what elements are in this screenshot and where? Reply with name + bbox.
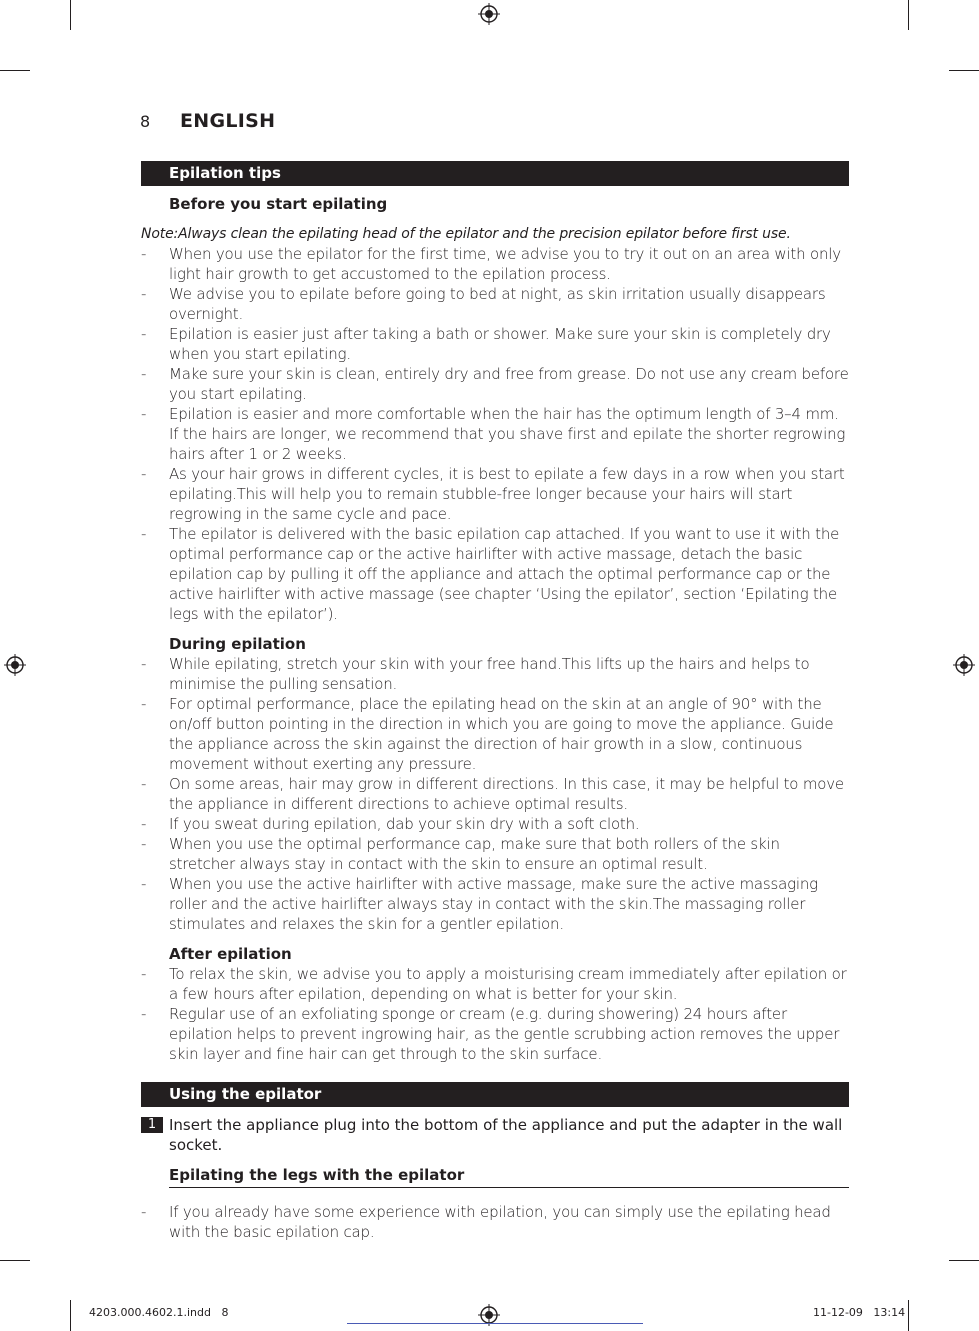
list-item: - When you use the epilator for the first time, we advise you to try it out on an area with only light hair growth to get accustomed to the epilation process. (141, 244, 849, 284)
crop-mark (70, 1300, 71, 1331)
list-item: - Epilation is easier just after taking a bath or shower. Make sure your skin is completely dry when you start epilating. (141, 324, 849, 364)
subheading-before: Before you start epilating (169, 195, 388, 213)
list-item: - To relax the skin, we advise you to apply a moisturising cream immediately after epilation or a few hours after epilation, depending on what is better for your skin. (141, 964, 849, 1004)
note-text: Note:Always clean the epilating head of the epilator and the precision epilator before first use. (141, 226, 791, 242)
list-item: - If you sweat during epilation, dab your skin dry with a soft cloth. (141, 814, 849, 834)
footer-rule (347, 1323, 643, 1324)
list-item: - When you use the optimal performance cap, make sure that both rollers of the skin stretcher always stay in contact with the skin to ensure an optimal result. (141, 834, 849, 874)
subheading-after: After epilation (169, 945, 292, 963)
step-number-badge: 1 (141, 1117, 163, 1133)
section-title-epilation-tips: Epilation tips (141, 161, 849, 186)
crop-mark (0, 70, 30, 71)
registration-mark-icon (4, 654, 26, 676)
crop-mark (949, 70, 979, 71)
list-item: - When you use the active hairlifter with active massage, make sure the active massaging roller and the active hairlifter always stay in contact with the skin.The massaging roller stimulates and relaxes the skin for a gentler epilation. (141, 874, 849, 934)
list-item: - We advise you to epilate before going to bed at night, as skin irritation usually disappears overnight. (141, 284, 849, 324)
crop-mark (70, 0, 71, 30)
list-item: - For optimal performance, place the epilating head on the skin at an angle of 90° with the on/off button pointing in the direction in which you are going to move the appliance. Guide the appliance across the skin against the direction of hair growth in a slow, continuous movement without exerting any pressure. (141, 694, 849, 774)
crop-mark (908, 0, 909, 30)
subheading-legs: Epilating the legs with the epilator (169, 1165, 849, 1188)
footer-filename: 4203.000.4602.1.indd 8 (89, 1306, 229, 1319)
list-item: - On some areas, hair may grow in different directions. In this case, it may be helpful to move the appliance in different directions to achieve optimal results. (141, 774, 849, 814)
during-list (141, 654, 849, 934)
list-item: - While epilating, stretch your skin with your free hand.This lifts up the hairs and helps to minimise the pulling sensation. (141, 654, 849, 694)
page-language-title: ENGLISH (180, 110, 276, 132)
registration-mark-icon (953, 654, 975, 676)
content (141, 161, 849, 1242)
registration-mark-icon (478, 3, 500, 25)
crop-mark (908, 1300, 909, 1331)
subheading-during: During epilation (169, 635, 306, 653)
list-item: - Make sure your skin is clean, entirely dry and free from grease. Do not use any cream before you start epilating. (141, 364, 849, 404)
step-1 (141, 1115, 849, 1155)
list-item: - If you already have some experience with epilation, you can simply use the epilating head with the basic epilation cap. (141, 1202, 849, 1242)
page-number: 8 (140, 112, 151, 131)
before-list (141, 244, 849, 624)
after-list (141, 964, 849, 1064)
list-item: - Epilation is easier and more comfortable when the hair has the optimum length of 3–4 mm. If the hairs are longer, we recommend that you shave first and epilate the shorter regrowing hairs after 1 or 2 weeks. (141, 404, 849, 464)
list-item: - Regular use of an exfoliating sponge or cream (e.g. during showering) 24 hours after epilation helps to prevent ingrowing hair, as the gentle scrubbing action removes the upper skin layer and fine hair can get through to the skin surface. (141, 1004, 849, 1064)
crop-mark (949, 1260, 979, 1261)
footer-datetime: 11-12-09 13:14 (813, 1306, 906, 1319)
step-text: Insert the appliance plug into the bottom of the appliance and put the adapter in the wall socket. (169, 1116, 843, 1154)
legs-list (141, 1202, 849, 1242)
section-title-using-the-epilator: Using the epilator (141, 1082, 849, 1107)
page-header (140, 110, 275, 138)
list-item: - The epilator is delivered with the basic epilation cap attached. If you want to use it with the optimal performance cap or the active hairlifter with active massage, detach the basic epilation cap by pulling it off the appliance and attach the optimal performance cap or the active hairlifter with active massage (see chapter ‘Using the epilator’, section ‘Epilating the legs with the epilator’). (141, 524, 849, 624)
crop-mark (0, 1260, 30, 1261)
list-item: - As your hair grows in different cycles, it is best to epilate a few days in a row when you start epilating.This will help you to remain stubble-free longer because your hairs will start regrowing in the same cycle and pace. (141, 464, 849, 524)
